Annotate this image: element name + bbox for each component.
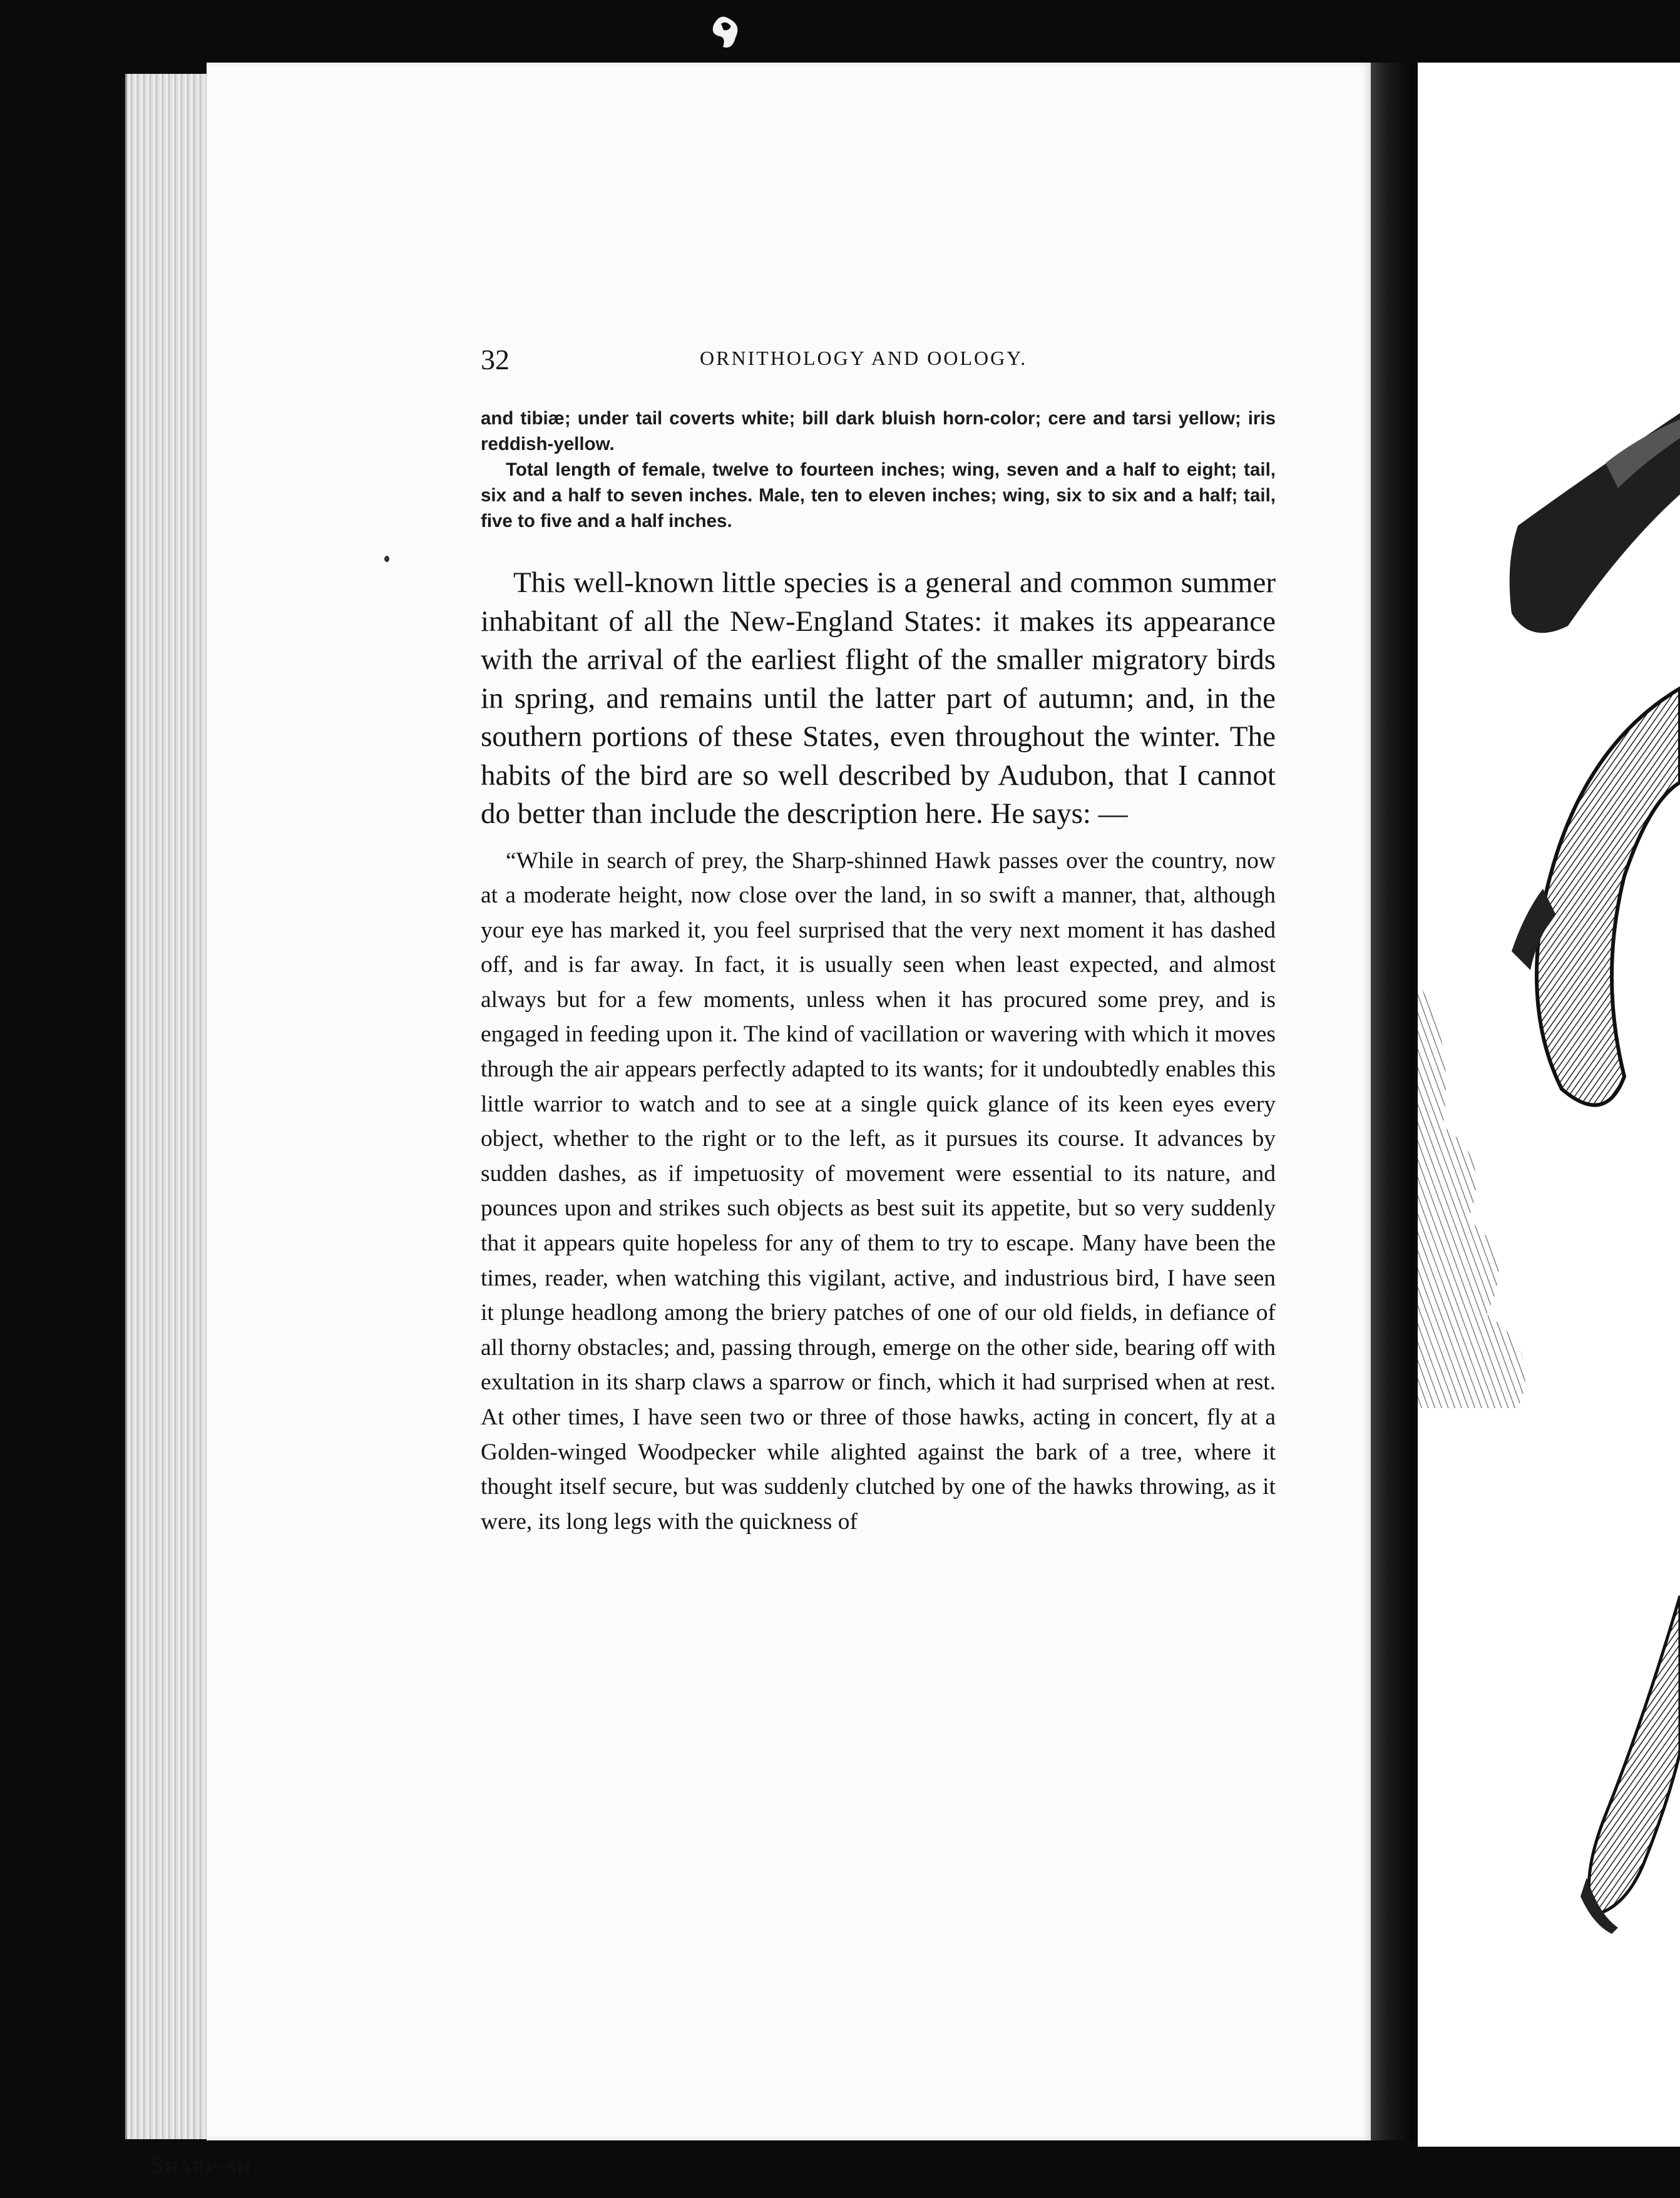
book-gutter: [1371, 63, 1415, 2140]
facing-plate-page: [1418, 63, 1680, 2147]
body-paragraph: This well-known little species is a general and common summer inhabitant of all the New-England States: it makes its appearance with the arrival of the earliest flight of the smaller migratory birds in spring, and remains until the latter part of autumn; and, in the southern portions of these States, even throughout the winter. The habits of the bird are so well described by Audubon, that I cannot do better than include the description here. He says: —: [481, 566, 1276, 830]
page-number: 32: [481, 344, 510, 376]
scan-speck: [384, 556, 389, 562]
text-column: [481, 343, 1276, 1539]
running-head: [481, 343, 1276, 381]
audubon-quotation: “While in search of prey, the Sharp-shinned Hawk passes over the country, now at a moderate height, now close over the land, in so swift a manner, that, although your eye has marked it, you feel surprised that the very next moment it has dashed off, and is far away. In fact, it is usually seen when least expected, and almost always but for a few moments, unless when it has procured some prey, and is engaged in feeding upon it. The kind of vacillation or wavering with which it moves through the air appears perfectly adapted to its wants; for it undoubtedly enables this little warrior to watch and to see at a single quick glance of its keen eyes every object, whether to the right or to the left, as it pursues its course. It advances by sudden dashes, as if impetuosity of movement were essential to its nature, and pounces upon and strikes such objects as best suit its appetite, but so very suddenly that it appears quite hopeless for any of them to try to escape. Many have been the times, reader, when watching this vigilant, active, and industrious bird, I have seen it plunge headlong among the briery patches of one of our old fields, in defiance of all thorny obstacles; and, passing through, emerge on the other side, bearing off with exultation in its sharp claws a sparrow or finch, which it had surprised when at rest. At other times, I have seen two or three of those hawks, acting in concert, fly at a Golden-winged Woodpecker while alighted against the bark of a tree, where it thought itself secure, but was suddenly clutched by one of the hawks throwing, as it were, its long legs with the quickness of: [481, 847, 1276, 1535]
running-head-title: ORNITHOLOGY AND OOLOGY.: [700, 347, 1028, 369]
description-measurements: Total length of female, twelve to fourteen inches; wing, seven and a half to eight; tail, six and a half to seven inches. Male, ten to eleven inches; wing, six to six and a half; tail, five to five and a half inches.: [481, 459, 1276, 531]
hawk-engraving-illustration: [1418, 63, 1680, 2147]
description-plumage: and tibiæ; under tail coverts white; bill dark bluish horn-color; cere and tarsi yellow; iris reddish-yellow.: [481, 408, 1276, 454]
page-edges: [125, 74, 212, 2139]
scan-blemish: [707, 13, 745, 56]
plate-caption: Sharp-sh: [150, 2152, 252, 2179]
